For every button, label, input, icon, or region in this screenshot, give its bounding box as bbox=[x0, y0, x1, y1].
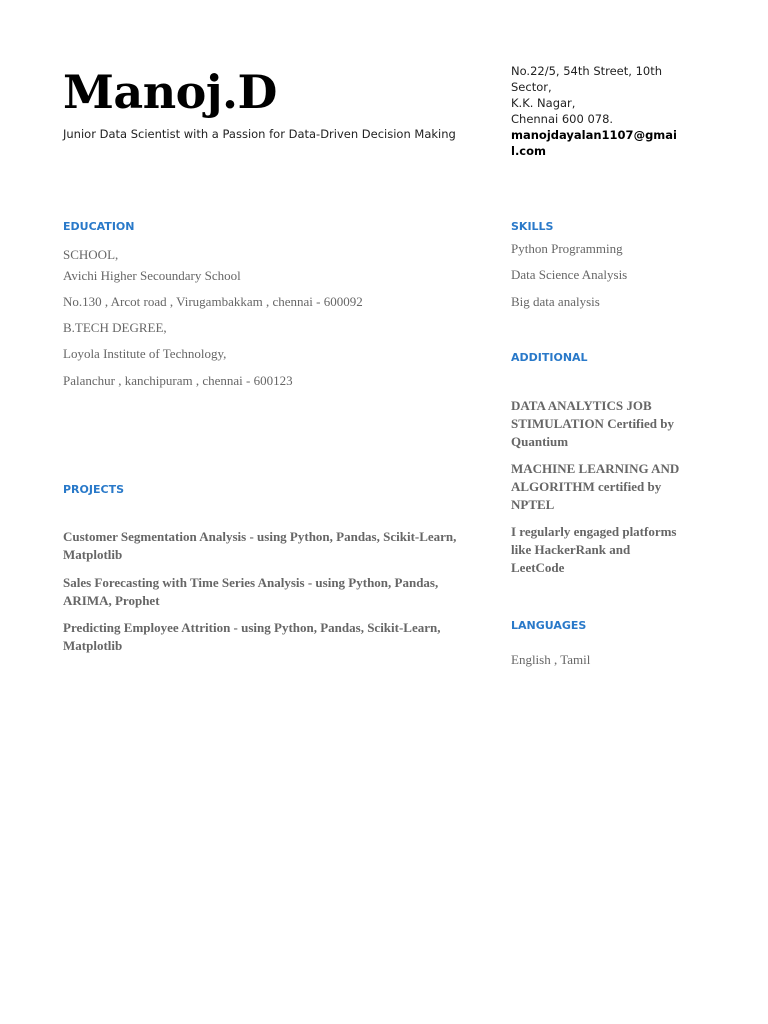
project-item: Sales Forecasting with Time Series Analysis - using Python, Pandas, ARIMA, Prophet bbox=[63, 575, 439, 608]
candidate-tagline: Junior Data Scientist with a Passion for Data-Driven Decision Making bbox=[63, 127, 456, 141]
college-name: Loyola Institute of Technology, bbox=[63, 346, 227, 361]
skill-item: Big data analysis bbox=[511, 294, 600, 309]
languages-heading: LANGUAGES bbox=[511, 619, 587, 632]
languages-value: English , Tamil bbox=[511, 652, 591, 667]
address-line: K.K. Nagar, bbox=[511, 96, 576, 110]
skill-item: Data Science Analysis bbox=[511, 267, 628, 282]
project-item: Customer Segmentation Analysis - using Python, Pandas, Scikit-Learn, Matplotlib bbox=[63, 529, 457, 562]
additional-item: MACHINE LEARNING AND ALGORITHM certified by NPTEL bbox=[511, 461, 680, 512]
degree-label: B.TECH DEGREE, bbox=[63, 320, 167, 335]
school-name: Avichi Higher Secoundary School bbox=[63, 268, 241, 283]
skill-item: Python Programming bbox=[511, 241, 623, 256]
candidate-name: Manoj.D bbox=[63, 65, 277, 119]
school-label: SCHOOL, bbox=[63, 247, 119, 262]
contact-block bbox=[511, 63, 681, 159]
address-line: No.22/5, 54th Street, 10th bbox=[511, 64, 662, 78]
address-line: Chennai 600 078. bbox=[511, 112, 614, 126]
email-address: manojdayalan1107@gmail.com bbox=[511, 128, 677, 158]
school-address: No.130 , Arcot road , Virugambakkam , chennai - 600092 bbox=[63, 294, 363, 309]
additional-heading: ADDITIONAL bbox=[511, 351, 588, 364]
address-line: Sector, bbox=[511, 80, 552, 94]
additional-item: DATA ANALYTICS JOB STIMULATION Certified by Quantium bbox=[511, 398, 674, 449]
additional-item: I regularly engaged platforms like HackerRank and LeetCode bbox=[511, 524, 677, 575]
college-address: Palanchur , kanchipuram , chennai - 600123 bbox=[63, 373, 293, 388]
education-heading: EDUCATION bbox=[63, 220, 135, 233]
project-item: Predicting Employee Attrition - using Python, Pandas, Scikit-Learn, Matplotlib bbox=[63, 620, 441, 653]
skills-heading: SKILLS bbox=[511, 220, 554, 233]
projects-heading: PROJECTS bbox=[63, 483, 124, 496]
